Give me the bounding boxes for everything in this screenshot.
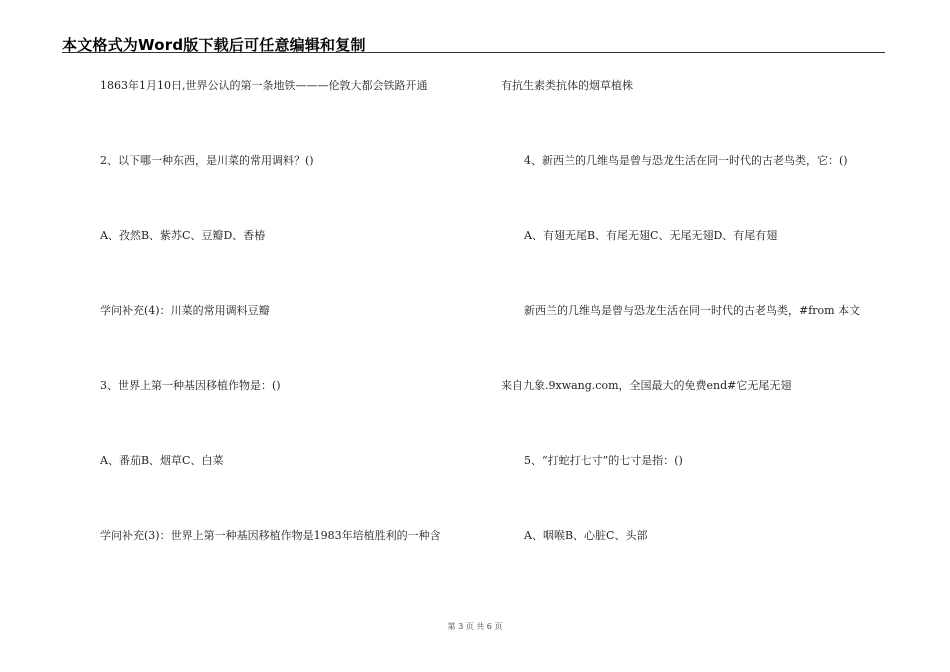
header-divider (62, 52, 885, 53)
left-line-7: 学问补充(3)：世界上第一种基因移植作物是1983年培植胜利的一种含 (100, 529, 441, 542)
page-number-footer: 第 3 页 共 6 页 (447, 622, 503, 631)
left-line-4: 学问补充(4)：川菜的常用调料豆瓣 (100, 304, 270, 317)
right-line-2: 4、新西兰的几维鸟是曾与恐龙生活在同一时代的古老鸟类，它：() (524, 154, 848, 167)
left-line-5: 3、世界上第一种基因移植作物是：() (100, 379, 281, 392)
right-line-4: 新西兰的几维鸟是曾与恐龙生活在同一时代的古老鸟类，#from 本文 (524, 304, 861, 317)
right-line-5: 来自九象.9xwang.com，全国最大的免费end#它无尾无翅 (501, 379, 792, 392)
right-line-7: A、咽喉B、心脏C、头部 (524, 529, 648, 542)
right-line-3: A、有翅无尾B、有尾无翅C、无尾无翅D、有尾有翅 (524, 229, 778, 242)
left-line-6: A、番茄B、烟草C、白菜 (100, 454, 224, 467)
left-line-2: 2、以下哪一种东西，是川菜的常用调料？() (100, 154, 314, 167)
document-header-title: 本文格式为Word版下载后可任意编辑和复制 (62, 36, 366, 54)
left-line-3: A、孜然B、紫苏C、豆瓣D、香椿 (100, 229, 266, 242)
right-line-1: 有抗生素类抗体的烟草植株 (501, 79, 633, 92)
left-line-1: 1863年1月10日,世界公认的第一条地铁———伦敦大都会铁路开通 (100, 79, 428, 92)
right-line-6: 5、“打蛇打七寸”的七寸是指：() (524, 454, 683, 467)
